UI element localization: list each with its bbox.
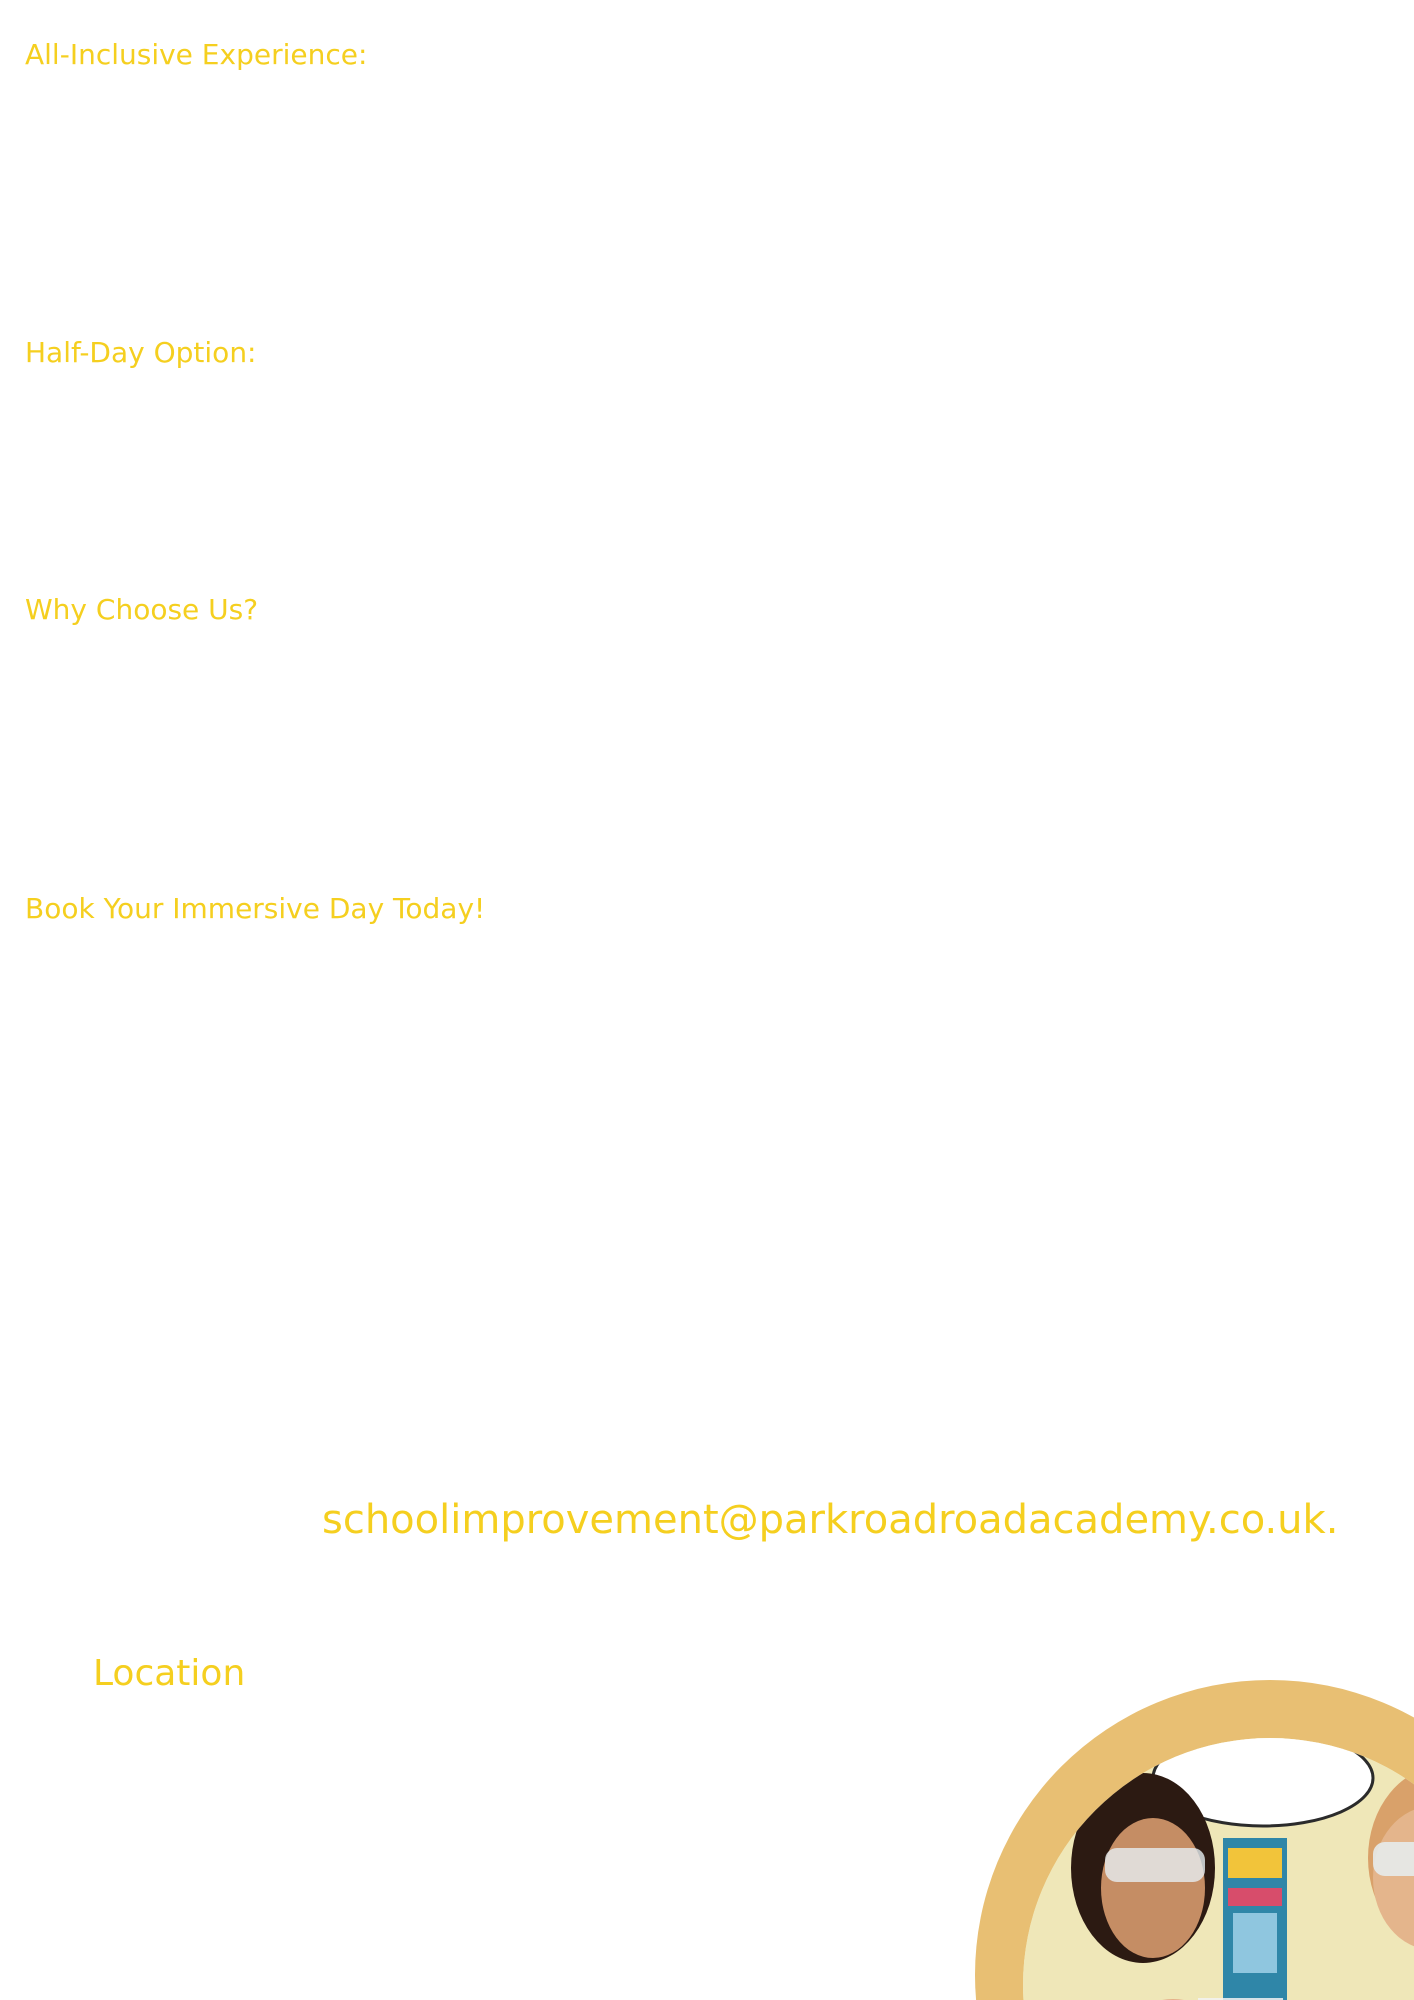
classroom-photo-frame bbox=[975, 1680, 1414, 2000]
why-choose-heading: Why Choose Us? bbox=[25, 593, 259, 626]
location-heading: Location bbox=[93, 1653, 246, 1694]
contact-email[interactable]: schoolimprovement@parkroadroadacademy.co.uk. bbox=[322, 1497, 1339, 1543]
book-today-heading: Book Your Immersive Day Today! bbox=[25, 892, 486, 925]
classroom-photo bbox=[1023, 1738, 1414, 2000]
all-inclusive-heading: All-Inclusive Experience: bbox=[25, 38, 368, 71]
classroom-photo-icon bbox=[1023, 1738, 1414, 2000]
half-day-heading: Half-Day Option: bbox=[25, 336, 257, 369]
